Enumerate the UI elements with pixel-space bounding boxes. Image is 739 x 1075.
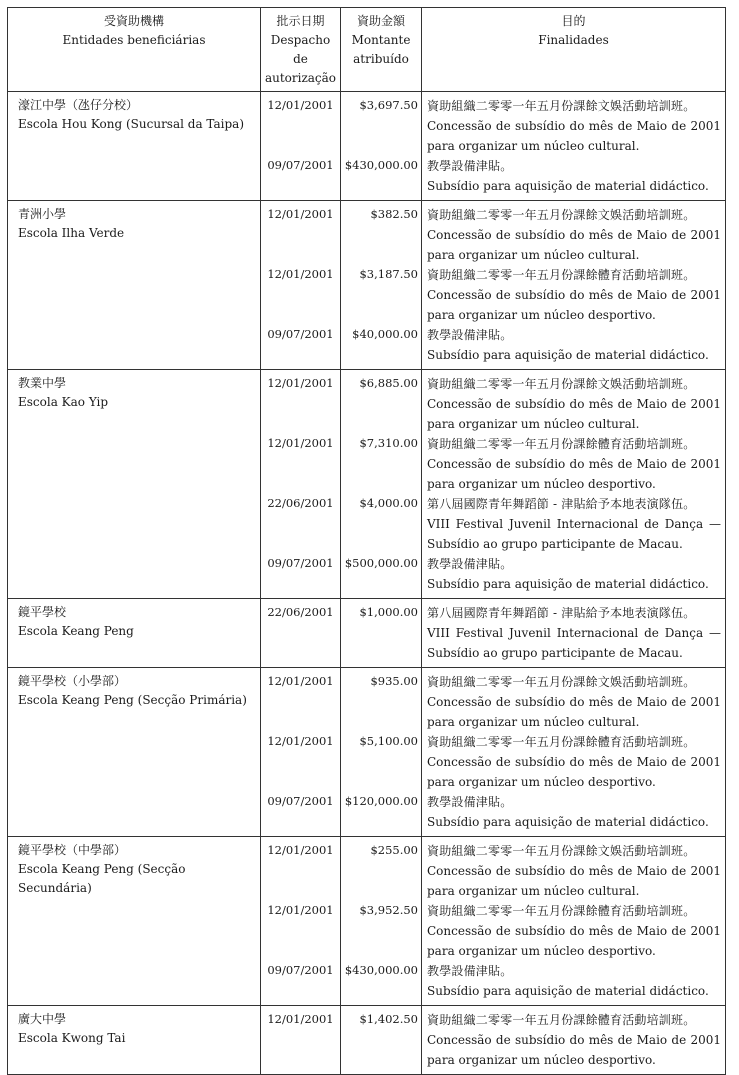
grant-date: 12/01/2001 <box>261 732 341 792</box>
subsidy-table <box>7 7 726 1075</box>
grant-purpose-pt: Subsídio para aquisição de material didáctico. <box>427 577 709 591</box>
table-row <box>8 668 726 733</box>
header-amount-pt: Montante atribuído <box>351 33 411 66</box>
grant-purpose-zh: 教學設備津貼。 <box>427 328 513 342</box>
entity-name-pt: Escola Keang Peng (Secção Primária) <box>18 693 247 707</box>
grant-date: 12/01/2001 <box>261 668 341 733</box>
grant-purpose <box>422 434 726 494</box>
grant-purpose-zh: 資助組織二零零一年五月份課餘文娛活動培訓班。 <box>427 675 696 689</box>
table-row <box>8 837 726 902</box>
table-row <box>8 554 726 599</box>
grant-purpose-zh: 資助組織二零零一年五月份課餘體育活動培訓班。 <box>427 735 696 749</box>
grant-amount: $7,310.00 <box>341 434 422 494</box>
entity-cell <box>8 792 261 837</box>
grant-purpose-zh: 第八屆國際青年舞蹈節 - 津貼給予本地表演隊伍。 <box>427 497 696 511</box>
grant-purpose <box>422 732 726 792</box>
grant-purpose-zh: 教學設備津貼。 <box>427 795 513 809</box>
grant-amount: $3,187.50 <box>341 265 422 325</box>
grant-date: 12/01/2001 <box>261 1006 341 1075</box>
grant-date: 12/01/2001 <box>261 92 341 157</box>
table-row <box>8 599 726 668</box>
grant-amount: $120,000.00 <box>341 792 422 837</box>
entity-cell <box>8 554 261 599</box>
grant-amount: $3,697.50 <box>341 92 422 157</box>
grant-purpose <box>422 265 726 325</box>
entity-cell <box>8 156 261 201</box>
grant-amount: $430,000.00 <box>341 961 422 1006</box>
entity-name-zh: 濠江中學（氹仔分校） <box>18 98 139 112</box>
entity-name-pt: Escola Keang Peng <box>18 624 134 638</box>
grant-purpose-zh: 資助組織二零零一年五月份課餘文娛活動培訓班。 <box>427 99 696 113</box>
grant-date: 12/01/2001 <box>261 901 341 961</box>
grant-amount: $40,000.00 <box>341 325 422 370</box>
grant-date: 09/07/2001 <box>261 325 341 370</box>
grant-amount: $382.50 <box>341 201 422 266</box>
header-entity <box>8 8 261 92</box>
table-row <box>8 901 726 961</box>
header-purpose-pt: Finalidades <box>538 33 609 47</box>
grant-date: 09/07/2001 <box>261 792 341 837</box>
grant-purpose-pt: VIII Festival Juvenil Internacional de Dança — Subsídio ao grupo participante de Macau. <box>427 626 721 660</box>
table-row <box>8 494 726 554</box>
entity-cell <box>8 434 261 494</box>
grant-purpose-zh: 資助組織二零零一年五月份課餘文娛活動培訓班。 <box>427 208 696 222</box>
header-amount-zh: 資助金額 <box>356 14 405 28</box>
grant-purpose <box>422 792 726 837</box>
entity-name-pt: Escola Hou Kong (Sucursal da Taipa) <box>18 117 245 131</box>
entity-cell <box>8 668 261 733</box>
table-row <box>8 265 726 325</box>
entity-cell <box>8 325 261 370</box>
grant-purpose <box>422 325 726 370</box>
header-entity-pt: Entidades beneficiárias <box>62 33 206 47</box>
entity-cell <box>8 92 261 157</box>
grant-amount: $255.00 <box>341 837 422 902</box>
entity-cell <box>8 837 261 902</box>
entity-cell <box>8 265 261 325</box>
grant-purpose <box>422 156 726 201</box>
table-body <box>8 92 726 1075</box>
grant-purpose-pt: Concessão de subsídio do mês de Maio de 2001 para organizar um núcleo cultural. <box>427 397 721 431</box>
entity-cell <box>8 961 261 1006</box>
grant-purpose-zh: 資助組織二零零一年五月份課餘體育活動培訓班。 <box>427 904 696 918</box>
entity-name-zh: 鏡平學校（中學部） <box>18 843 127 857</box>
table-row <box>8 370 726 435</box>
grant-purpose <box>422 201 726 266</box>
grant-date: 22/06/2001 <box>261 494 341 554</box>
grant-purpose-pt: Subsídio para aquisição de material didáctico. <box>427 815 709 829</box>
grant-amount: $430,000.00 <box>341 156 422 201</box>
grant-purpose-pt: Concessão de subsídio do mês de Maio de 2001 para organizar um núcleo cultural. <box>427 864 721 898</box>
entity-cell <box>8 201 261 266</box>
grant-date: 12/01/2001 <box>261 265 341 325</box>
entity-name-zh: 廣大中學 <box>18 1012 67 1026</box>
grant-purpose-pt: Subsídio para aquisição de material didáctico. <box>427 348 709 362</box>
header-purpose <box>422 8 726 92</box>
grant-purpose-pt: Concessão de subsídio do mês de Maio de 2001 para organizar um núcleo desportivo. <box>427 1033 721 1067</box>
header-entity-zh: 受資助機構 <box>103 14 164 28</box>
entity-cell <box>8 901 261 961</box>
grant-purpose-pt: Subsídio para aquisição de material didáctico. <box>427 179 709 193</box>
grant-purpose-pt: VIII Festival Juvenil Internacional de Dança — Subsídio ao grupo participante de Macau. <box>427 517 721 551</box>
table-row <box>8 92 726 157</box>
entity-name-pt: Escola Keang Peng (Secção Secundária) <box>18 862 186 895</box>
grant-purpose <box>422 92 726 157</box>
grant-amount: $935.00 <box>341 668 422 733</box>
grant-purpose-zh: 資助組織二零零一年五月份課餘體育活動培訓班。 <box>427 268 696 282</box>
grant-purpose-zh: 教學設備津貼。 <box>427 964 513 978</box>
grant-purpose <box>422 901 726 961</box>
table-row <box>8 961 726 1006</box>
grant-purpose-zh: 第八屆國際青年舞蹈節 - 津貼給予本地表演隊伍。 <box>427 606 696 620</box>
grant-purpose-zh: 資助組織二零零一年五月份課餘體育活動培訓班。 <box>427 437 696 451</box>
entity-cell <box>8 1006 261 1075</box>
entity-name-pt: Escola Kwong Tai <box>18 1031 126 1045</box>
grant-purpose-pt: Concessão de subsídio do mês de Maio de 2001 para organizar um núcleo cultural. <box>427 228 721 262</box>
grant-amount: $3,952.50 <box>341 901 422 961</box>
table-row <box>8 732 726 792</box>
entity-name-pt: Escola Kao Yip <box>18 395 109 409</box>
entity-cell <box>8 370 261 435</box>
grant-amount: $5,100.00 <box>341 732 422 792</box>
grant-purpose-zh: 教學設備津貼。 <box>427 557 513 571</box>
grant-purpose-pt: Concessão de subsídio do mês de Maio de 2001 para organizar um núcleo cultural. <box>427 119 721 153</box>
grant-date: 12/01/2001 <box>261 370 341 435</box>
subsidy-table-page <box>7 7 725 1075</box>
table-row <box>8 325 726 370</box>
header-date-zh: 批示日期 <box>276 14 325 28</box>
grant-date: 12/01/2001 <box>261 837 341 902</box>
grant-amount: $1,000.00 <box>341 599 422 668</box>
grant-amount: $1,402.50 <box>341 1006 422 1075</box>
grant-purpose <box>422 599 726 668</box>
grant-date: 12/01/2001 <box>261 201 341 266</box>
grant-amount: $500,000.00 <box>341 554 422 599</box>
header-date-pt: Despacho de autorização <box>264 33 337 85</box>
table-row <box>8 1006 726 1075</box>
grant-purpose <box>422 1006 726 1075</box>
grant-purpose-pt: Concessão de subsídio do mês de Maio de 2001 para organizar um núcleo desportivo. <box>427 457 721 491</box>
grant-purpose-pt: Concessão de subsídio do mês de Maio de 2001 para organizar um núcleo desportivo. <box>427 288 721 322</box>
grant-purpose-pt: Subsídio para aquisição de material didáctico. <box>427 984 709 998</box>
entity-name-zh: 青洲小學 <box>18 207 67 221</box>
entity-name-zh: 教業中學 <box>18 376 67 390</box>
table-row <box>8 792 726 837</box>
table-row <box>8 201 726 266</box>
entity-name-zh: 鏡平學校 <box>18 605 67 619</box>
entity-cell <box>8 494 261 554</box>
grant-purpose-zh: 資助組織二零零一年五月份課餘體育活動培訓班。 <box>427 1013 696 1027</box>
grant-date: 09/07/2001 <box>261 554 341 599</box>
grant-date: 09/07/2001 <box>261 156 341 201</box>
grant-amount: $6,885.00 <box>341 370 422 435</box>
entity-name-zh: 鏡平學校（小學部） <box>18 674 127 688</box>
grant-purpose <box>422 370 726 435</box>
grant-date: 12/01/2001 <box>261 434 341 494</box>
grant-purpose-zh: 資助組織二零零一年五月份課餘文娛活動培訓班。 <box>427 377 696 391</box>
table-row <box>8 434 726 494</box>
header-date <box>261 8 341 92</box>
entity-cell <box>8 732 261 792</box>
grant-purpose-pt: Concessão de subsídio do mês de Maio de 2001 para organizar um núcleo cultural. <box>427 695 721 729</box>
grant-purpose <box>422 668 726 733</box>
table-header <box>8 8 726 92</box>
grant-purpose-zh: 教學設備津貼。 <box>427 159 513 173</box>
grant-purpose <box>422 961 726 1006</box>
grant-date: 09/07/2001 <box>261 961 341 1006</box>
grant-purpose-pt: Concessão de subsídio do mês de Maio de 2001 para organizar um núcleo desportivo. <box>427 755 721 789</box>
grant-purpose <box>422 554 726 599</box>
table-row <box>8 156 726 201</box>
grant-purpose <box>422 494 726 554</box>
header-purpose-zh: 目的 <box>561 14 586 28</box>
grant-purpose <box>422 837 726 902</box>
grant-amount: $4,000.00 <box>341 494 422 554</box>
grant-purpose-zh: 資助組織二零零一年五月份課餘文娛活動培訓班。 <box>427 844 696 858</box>
entity-cell <box>8 599 261 668</box>
header-amount <box>341 8 422 92</box>
grant-purpose-pt: Concessão de subsídio do mês de Maio de 2001 para organizar um núcleo desportivo. <box>427 924 721 958</box>
entity-name-pt: Escola Ilha Verde <box>18 226 125 240</box>
grant-date: 22/06/2001 <box>261 599 341 668</box>
